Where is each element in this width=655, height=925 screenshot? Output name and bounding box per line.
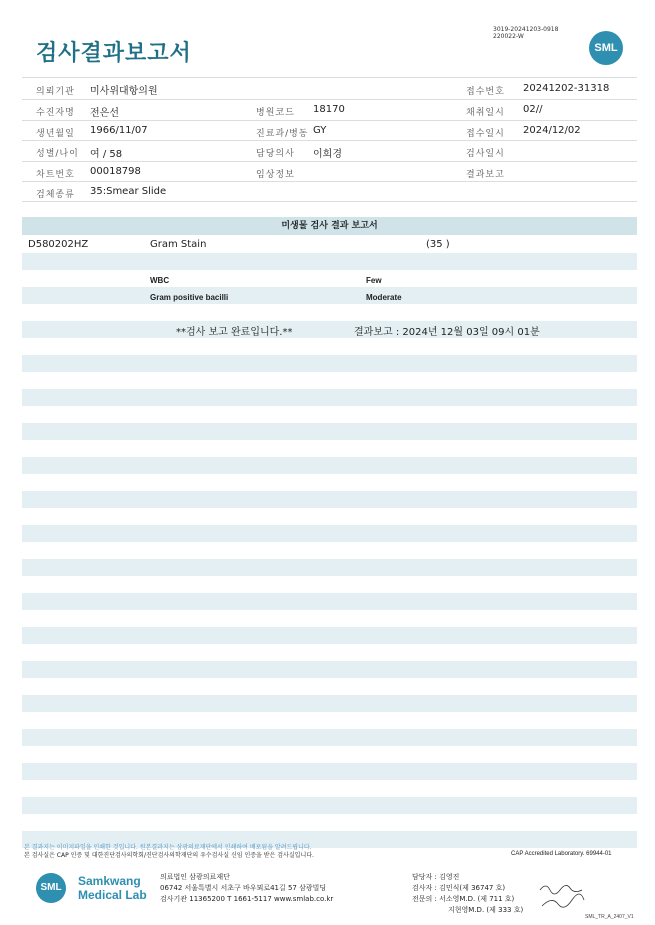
staff-block [412,872,523,916]
report-complete-message: **검사 보고 완료입니다.** [176,327,293,338]
stripe-row [22,763,637,780]
test-date-label: 검사일시 [466,149,505,159]
lab-name [78,874,147,902]
form-code: SML_TR_A_2407_V1 [585,914,634,920]
specimen-label: 검체종류 [36,190,75,200]
clinical-label: 임상정보 [256,170,295,180]
lab-info-line1: 의료법인 삼광의료재단 [160,873,230,881]
report-title: 검사결과보고서 [36,41,192,66]
stripe-row [22,525,637,542]
sex-age-value: 여 / 58 [90,149,123,160]
stripe-row [22,559,637,576]
lab-name-line1: Samkwang [78,874,141,888]
chart-value: 00018798 [90,166,141,177]
staff-line1: 담당자 : 김영진 [412,873,460,881]
document-id-line1: 3019-20241203-0918 [493,26,559,33]
specimen-value: 35:Smear Slide [90,186,167,197]
document-id-line2: 220022-W [493,33,524,40]
stripe-row [22,491,637,508]
footer-note-cap: 본 검사실은 CAP 인증 및 대한진단검사의학회/진단검사의학재단의 우수검사실 신임 인증을 받은 검사실입니다. [24,852,314,859]
stripe-row [22,593,637,610]
collect-date-label: 채취일시 [466,108,505,118]
test-count: (35 ) [426,239,450,250]
document-id [493,26,558,40]
report-timestamp: 결과보고 : 2024년 12월 03일 09시 01분 [354,327,540,338]
receipt-no-label: 접수번호 [466,87,505,97]
divider [22,120,637,121]
result-item: Gram positive bacilli [150,293,229,302]
staff-line2: 검사자 : 김민식(제 36747 호) [412,884,506,892]
stripe-row [22,627,637,644]
stripe-row [22,287,637,304]
cap-accreditation: CAP Accredited Laboratory. 69944-01 [511,851,612,857]
name-value: 전은선 [90,108,119,119]
stripe-row [22,355,637,372]
test-name: Gram Stain [150,239,207,250]
lab-info-line2: 06742 서울특별시 서초구 바우뫼로41길 57 삼광빌딩 [160,884,327,892]
client-value: 미사위대항의원 [90,86,158,97]
results-section-title: 미생물 검사 결과 보고서 [281,221,378,231]
doctor-label: 담당의사 [256,149,295,159]
results-section-header [22,217,637,235]
stripe-row [22,695,637,712]
lab-info-line3: 검사기관 11365200 T 1661-5117 www.smlab.co.kr [160,895,334,903]
birth-label: 생년월일 [36,129,75,139]
client-label: 의뢰기관 [36,87,75,97]
result-item: WBC [150,276,170,285]
dept-label: 진료과/병동 [256,129,309,139]
lab-name-line2: Medical Lab [78,888,147,902]
name-label: 수진자명 [36,108,75,118]
staff-line4: 지현영M.D. (제 333 호) [448,906,524,914]
stripe-row [22,797,637,814]
test-code: D580202HZ [28,239,89,250]
dept-value: GY [313,125,327,136]
sml-logo: SML [589,31,623,65]
divider [22,77,637,78]
collect-date-value: 02// [523,104,543,115]
receipt-date-value: 2024/12/02 [523,125,581,136]
ward-code-value: 18170 [313,104,345,115]
ward-code-label: 병원코드 [256,108,295,118]
result-value: Few [366,276,382,285]
doctor-value: 이희경 [313,149,342,160]
stripe-row [22,729,637,746]
stripe-row [22,321,637,338]
result-value: Moderate [366,293,402,302]
sex-age-label: 성별/나이 [36,149,79,159]
report-label: 결과보고 [466,170,505,180]
divider [22,99,637,100]
divider [22,201,637,202]
birth-value: 1966/11/07 [90,125,148,136]
divider [22,161,637,162]
stripe-row [22,389,637,406]
receipt-date-label: 접수일시 [466,129,505,139]
stripe-row [22,253,637,270]
stripe-row [22,661,637,678]
divider [22,181,637,182]
stripe-row [22,457,637,474]
footer-sml-logo: SML [36,873,66,903]
footer-note-image: 본 결과지는 이미지파일을 인쇄한 것입니다. 원본결과지는 삼광의료재단에서 인쇄하여 배포됨을 알려드립니다. [24,844,312,851]
lab-info [160,872,333,905]
divider [22,140,637,141]
signature-image [538,882,586,912]
staff-line3: 전문의 : 서소영M.D. (제 711 호) [412,895,515,903]
chart-label: 차트번호 [36,170,75,180]
stripe-row [22,423,637,440]
receipt-no-value: 20241202-31318 [523,83,610,94]
